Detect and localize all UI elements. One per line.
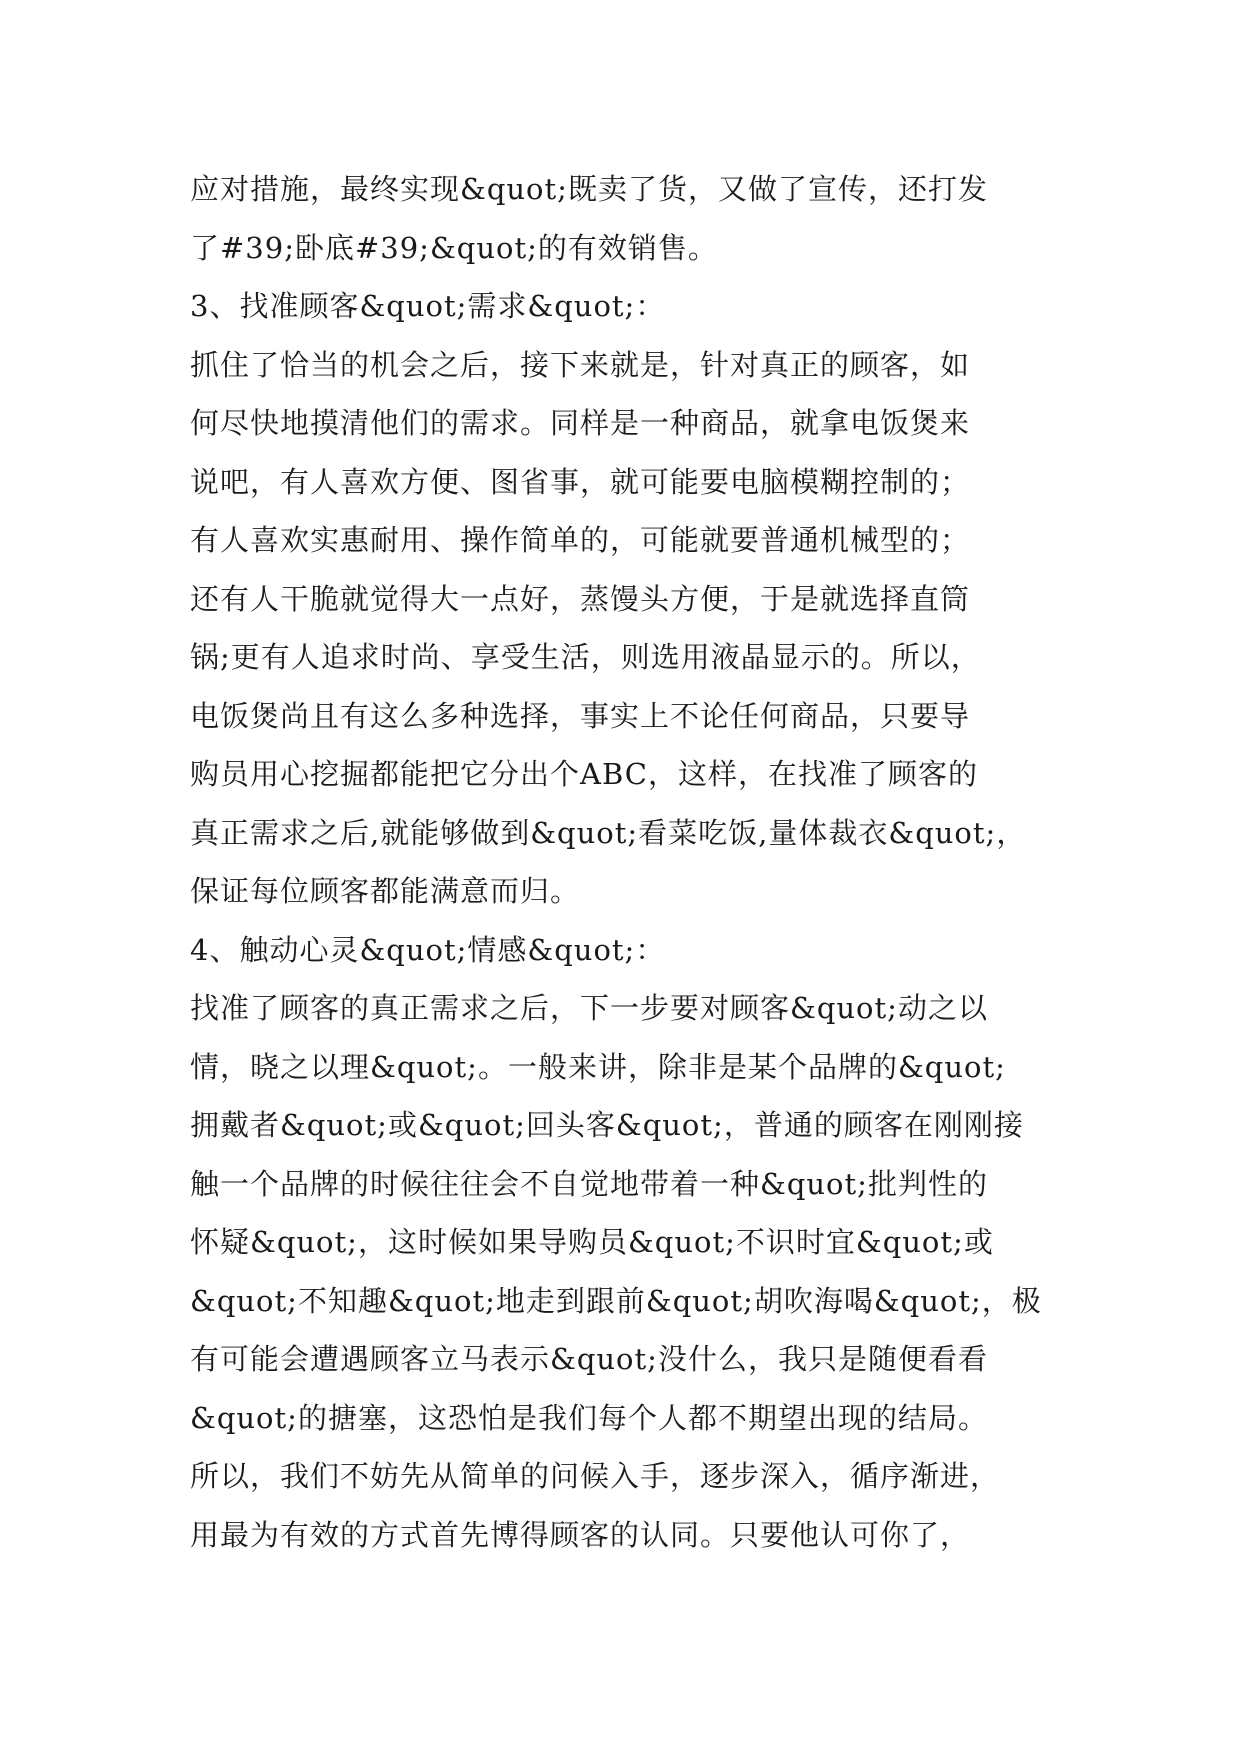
section-heading-4: 4、触动心灵&quot;情感&quot;：: [190, 932, 666, 967]
section-heading-3: 3、找准顾客&quot;需求&quot;：: [190, 289, 666, 323]
text-line: 说吧，有人喜欢方便、图省事，就可能要电脑模糊控制的；: [190, 464, 971, 499]
text-line: 情，晓之以理&quot;。一般来讲，除非是某个品牌的&quot;: [190, 1049, 1006, 1084]
text-line: 何尽快地摸清他们的需求。同样是一种商品，就拿电饭煲来: [190, 406, 971, 440]
text-line: 购员用心挖掘都能把它分出个ABC，这样，在找准了顾客的: [190, 757, 978, 791]
text-line: 了#39;卧底#39;&quot;的有效销售。: [190, 230, 718, 265]
text-line: 有可能会遭遇顾客立马表示&quot;没什么，我只是随便看看: [190, 1342, 988, 1376]
text-line: 保证每位顾客都能满意而归。: [190, 874, 581, 908]
text-line: 电饭煲尚且有这么多种选择，事实上不论任何商品，只要导: [190, 698, 971, 733]
text-line: 怀疑&quot;，这时候如果导购员&quot;不识时宜&quot;或: [190, 1225, 994, 1259]
text-line: 用最为有效的方式首先博得顾客的认同。只要他认可你了，: [190, 1517, 971, 1552]
text-line: &quot;的搪塞，这恐怕是我们每个人都不期望出现的结局。: [190, 1400, 988, 1435]
text-line: 触一个品牌的时候往往会不自觉地带着一种&quot;批判性的: [190, 1166, 988, 1201]
text-line: &quot;不知趣&quot;地走到跟前&quot;胡吹海喝&quot;，极: [190, 1283, 1042, 1318]
text-line: 真正需求之后,就能够做到&quot;看菜吃饭,量体裁衣&quot;，: [190, 815, 1027, 850]
text-line: 拥戴者&quot;或&quot;回头客&quot;，普通的顾客在刚刚接: [190, 1108, 1024, 1142]
text-line: 有人喜欢实惠耐用、操作简单的，可能就要普通机械型的；: [190, 523, 971, 557]
body-text: [190, 160, 1090, 1564]
text-line: 锅;更有人追求时尚、享受生活，则选用液晶显示的。所以，: [190, 640, 981, 674]
text-line: 抓住了恰当的机会之后，接下来就是，针对真正的顾客，如: [190, 347, 971, 382]
text-line: 还有人干脆就觉得大一点好，蒸馒头方便，于是就选择直筒: [190, 581, 971, 616]
text-line: 所以，我们不妨先从简单的问候入手，逐步深入，循序渐进，: [190, 1459, 1001, 1493]
text-line: 应对措施，最终实现&quot;既卖了货，又做了宣传，还打发: [190, 172, 988, 206]
text-line: 找准了顾客的真正需求之后，下一步要对顾客&quot;动之以: [190, 991, 988, 1025]
